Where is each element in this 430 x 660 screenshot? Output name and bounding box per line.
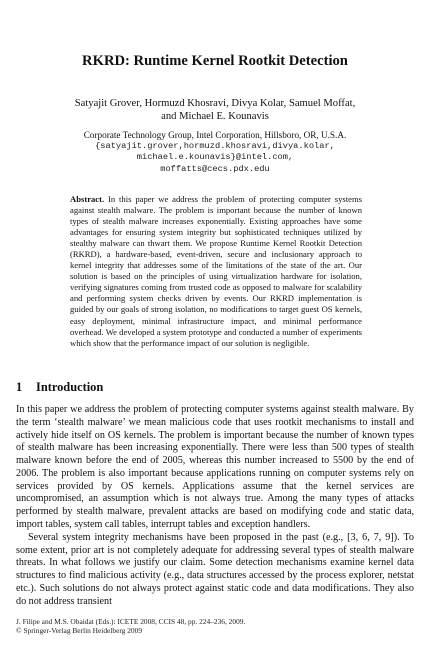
section-title: Introduction <box>36 380 104 394</box>
paragraph-2: Several system integrity mechanisms have been proposed in the past (e.g., [3, 6, 7, 9]). To some extent, prior art is not completely adequate for addressing several types of stealth malware threats. In what follows we justify our claim. Some detection mechanisms examine kernel data structures to find malicious activity (e.g., data structures accessed by the process explorer, netstat etc.). Such solutions do not always protect against static code and data modifications. They also do not address transient <box>16 531 414 607</box>
body-text <box>16 404 414 609</box>
footer-citation <box>16 617 245 635</box>
abstract-label: Abstract. <box>70 194 105 204</box>
abstract <box>70 194 362 349</box>
email-line-2: michael.e.kounavis}@intel.com, <box>136 152 294 163</box>
author-list <box>40 97 390 123</box>
paper-title: RKRD: Runtime Kernel Rootkit Detection <box>82 53 348 69</box>
section-number: 1 <box>16 380 23 394</box>
section-heading <box>16 380 103 395</box>
footer-line-1: J. Filipe and M.S. Obaidat (Eds.): ICETE 2008, CCIS 48, pp. 224–236, 2009. <box>16 617 246 626</box>
authors-line-2: and Michael E. Kounavis <box>161 111 269 122</box>
email-line-1: {satyajit.grover,hormuzd.khosravi,divya.kolar, <box>95 141 335 151</box>
paragraph-1: In this paper we address the problem of protecting computer systems against stealth malware. By the term ‘stealth malware’ we mean malicious code that uses rootkit mechanisms to install and actively hide itself on OS kernels. The problem is important because the number of known types of stealth malware has been increasing exponentially. There were less than 500 types of stealth malware known before the end of 2005, whereas this number increased to 5500 by the end of 2006. The problem is also important because applications running on computer systems rely on services provided by OS kernels. Applications assume that the kernel services are uncompromised, an assumption which is not always true. Among the many types of attacks performed by stealth malware, prevalent attacks are based on modifying code and static data, import tables, system call tables, interrupt tables and exception handlers. <box>16 404 414 531</box>
authors-line-1: Satyajit Grover, Hormuzd Khosravi, Divya Kolar, Samuel Moffat, <box>74 98 356 109</box>
footer-line-2: © Springer-Verlag Berlin Heidelberg 2009 <box>16 626 143 636</box>
affiliation: Corporate Technology Group, Intel Corporation, Hillsboro, OR, U.S.A. <box>83 130 347 140</box>
affiliation-block <box>40 129 390 175</box>
abstract-text: In this paper we address the problem of protecting computer systems against stealth malware. The problem is important because the number of known types of stealth malware increases exponentially. Existing approaches have some advantages for ensuring system integrity but sophisticated techniques utilized by stealthy malware can thwart them. We propose Runtime Kernel Rootkit Detection (RKRD), a hardware-based, event-driven, secure and inclusionary approach to kernel integrity that addresses some of the limitations of the state of the art. Our solution is based on the principles of using virtualization hardware for isolation, verifying signatures coming from trusted code as opposed to malware for scalability and performing system checks driven by events. Our RKRD implementation is guided by our goals of strong isolation, no modifications to target guest OS kernels, easy deployment, minimal infrastructure impact, and minimal performance overhead. We developed a system prototype and conducted a number of experiments which show that the performance impact of our solution is negligible. <box>70 194 362 348</box>
email-line-3: moffatts@cecs.pdx.edu <box>160 163 270 174</box>
